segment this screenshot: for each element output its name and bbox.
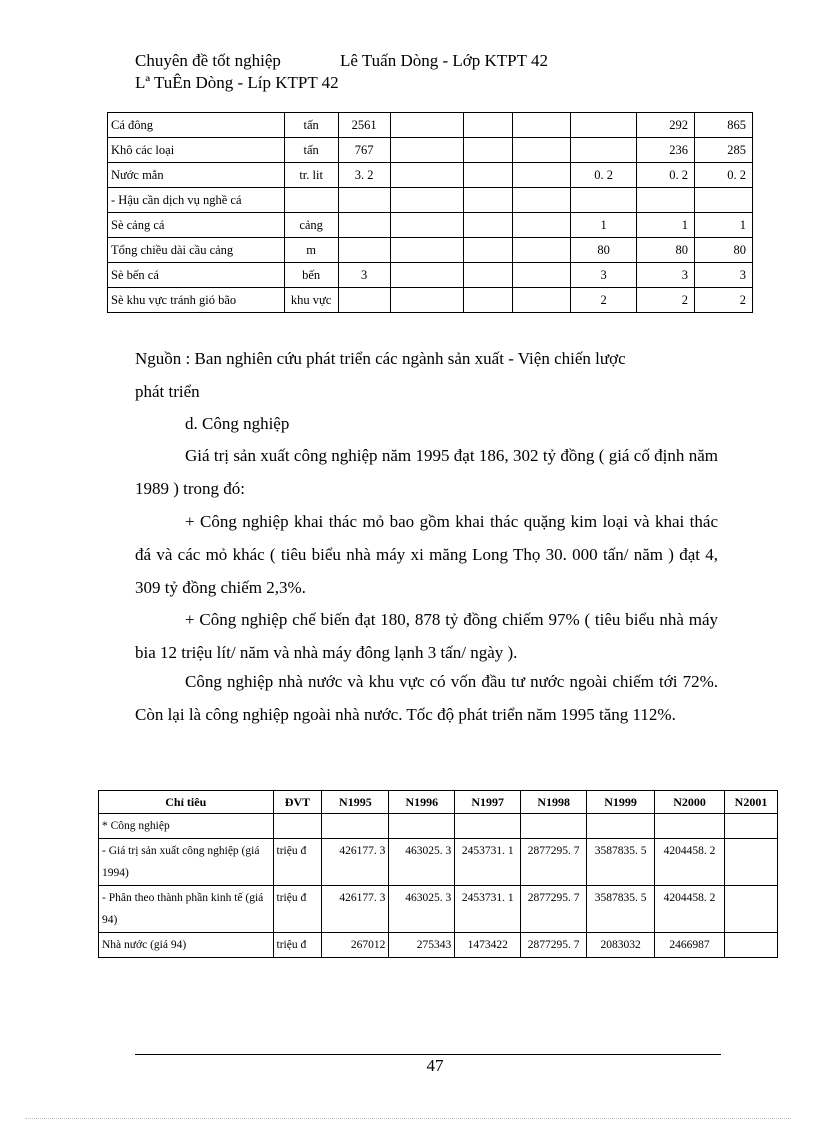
paragraph-1: Giá trị sản xuất công nghiệp năm 1995 đạt 186, 302 tỷ đồng ( giá cố định năm 1989 ) trong đó:	[135, 446, 718, 498]
value-cell	[338, 288, 390, 313]
value-cell: 3	[637, 263, 695, 288]
value-cell	[464, 263, 513, 288]
value-cell	[390, 263, 464, 288]
column-header: N2000	[655, 791, 725, 814]
table-row	[108, 263, 753, 288]
value-cell	[513, 213, 571, 238]
unit-cell: triệu đ	[273, 886, 322, 933]
value-cell	[655, 814, 725, 839]
column-header: N1999	[587, 791, 655, 814]
value-cell	[390, 163, 464, 188]
value-cell: 865	[695, 113, 753, 138]
value-cell: 267012	[322, 933, 389, 958]
paragraph-2: + Công nghiệp khai thác mỏ bao gồm khai thác quặng kim loại và khai thác đá và các mỏ khác ( tiêu biểu nhà máy xi măng Long Thọ 30. 000 tấn/ năm ) đạt 4, 309 tỷ đồng chiếm 2,3%.	[135, 512, 718, 597]
value-cell: 80	[571, 238, 637, 263]
value-cell: 1	[637, 213, 695, 238]
value-cell	[390, 238, 464, 263]
value-cell: 463025. 3	[389, 839, 455, 886]
header-author: Lê Tuấn Dòng - Lớp KTPT 42	[340, 51, 548, 70]
row-label: Cá đông	[108, 113, 285, 138]
value-cell	[464, 163, 513, 188]
value-cell	[390, 188, 464, 213]
source-note-cont: phát triển	[135, 382, 200, 401]
row-label: Sè cảng cá	[108, 213, 285, 238]
row-label: - Hậu cần dịch vụ nghề cá	[108, 188, 285, 213]
row-label: Nước mắn	[108, 163, 285, 188]
value-cell	[513, 188, 571, 213]
row-label: Khô các loại	[108, 138, 285, 163]
row-label: Nhà nước (giá 94)	[99, 933, 274, 958]
value-cell: 1	[695, 213, 753, 238]
value-cell: 80	[637, 238, 695, 263]
value-cell	[513, 288, 571, 313]
value-cell: 275343	[389, 933, 455, 958]
page-number: 47	[426, 1056, 444, 1075]
column-header: Chỉ tiêu	[99, 791, 274, 814]
value-cell	[464, 238, 513, 263]
value-cell	[724, 814, 777, 839]
header-title: Chuyên đề tốt nghiệp	[135, 51, 281, 70]
value-cell: 2877295. 7	[521, 933, 587, 958]
value-cell	[455, 814, 521, 839]
value-cell: 292	[637, 113, 695, 138]
value-cell: 2877295. 7	[521, 839, 587, 886]
footer-divider	[135, 1054, 721, 1055]
row-label: Tổng chiều dài cầu cảng	[108, 238, 285, 263]
value-cell: 3	[338, 263, 390, 288]
value-cell	[571, 138, 637, 163]
table-row	[108, 113, 753, 138]
value-cell: 3587835. 5	[587, 886, 655, 933]
unit-cell	[273, 814, 322, 839]
value-cell: 0. 2	[571, 163, 637, 188]
unit-cell: m	[284, 238, 338, 263]
value-cell: 2466987	[655, 933, 725, 958]
value-cell	[724, 839, 777, 886]
value-cell: 80	[695, 238, 753, 263]
header-author-garbled: Lª TuÊn Dòng - Líp KTPT 42	[135, 73, 339, 92]
value-cell	[637, 188, 695, 213]
column-header: N1996	[389, 791, 455, 814]
unit-cell: tr. lit	[284, 163, 338, 188]
value-cell: 4204458. 2	[655, 839, 725, 886]
value-cell: 1	[571, 213, 637, 238]
column-header: ĐVT	[273, 791, 322, 814]
value-cell	[389, 814, 455, 839]
value-cell	[322, 814, 389, 839]
table-row	[108, 238, 753, 263]
paragraph-3: + Công nghiệp chế biến đạt 180, 878 tỷ đồng chiếm 97% ( tiêu biểu nhà máy bia 12 triệu lít/ năm và nhà máy đông lạnh 3 tấn/ ngày ).	[135, 610, 718, 662]
table-row	[108, 138, 753, 163]
value-cell: 2453731. 1	[455, 886, 521, 933]
section-title: d. Công nghiệp	[185, 414, 290, 433]
row-label: - Phân theo thành phần kinh tế (giá 94)	[99, 886, 274, 933]
value-cell	[464, 138, 513, 163]
unit-cell	[284, 188, 338, 213]
value-cell: 463025. 3	[389, 886, 455, 933]
table-row	[99, 814, 778, 839]
value-cell: 767	[338, 138, 390, 163]
row-label: - Giá trị sản xuất công nghiệp (giá 1994)	[99, 839, 274, 886]
table-row	[108, 213, 753, 238]
unit-cell: tấn	[284, 138, 338, 163]
unit-cell: khu vực	[284, 288, 338, 313]
value-cell	[464, 188, 513, 213]
value-cell	[724, 886, 777, 933]
value-cell	[521, 814, 587, 839]
value-cell: 3. 2	[338, 163, 390, 188]
value-cell: 3587835. 5	[587, 839, 655, 886]
table-row	[99, 933, 778, 958]
table-row	[108, 188, 753, 213]
column-header: N1997	[455, 791, 521, 814]
value-cell: 426177. 3	[322, 886, 389, 933]
value-cell: 2	[695, 288, 753, 313]
value-cell	[338, 213, 390, 238]
unit-cell: cảng	[284, 213, 338, 238]
industry-table	[98, 790, 778, 958]
value-cell: 2	[637, 288, 695, 313]
unit-cell: tấn	[284, 113, 338, 138]
value-cell: 2453731. 1	[455, 839, 521, 886]
unit-cell: bến	[284, 263, 338, 288]
value-cell	[513, 263, 571, 288]
value-cell: 0. 2	[695, 163, 753, 188]
column-header: N2001	[724, 791, 777, 814]
value-cell	[513, 113, 571, 138]
fisheries-table	[107, 112, 753, 313]
value-cell	[390, 213, 464, 238]
row-label: Sè bến cá	[108, 263, 285, 288]
value-cell	[695, 188, 753, 213]
value-cell: 2083032	[587, 933, 655, 958]
value-cell	[338, 188, 390, 213]
table-row	[108, 288, 753, 313]
value-cell: 1473422	[455, 933, 521, 958]
value-cell: 236	[637, 138, 695, 163]
value-cell	[571, 188, 637, 213]
value-cell	[390, 138, 464, 163]
value-cell	[513, 138, 571, 163]
value-cell: 2877295. 7	[521, 886, 587, 933]
table-row	[99, 886, 778, 933]
value-cell: 0. 2	[637, 163, 695, 188]
value-cell	[464, 113, 513, 138]
value-cell	[464, 288, 513, 313]
table-row	[99, 839, 778, 886]
value-cell	[338, 238, 390, 263]
row-label: * Công nghiệp	[99, 814, 274, 839]
row-label: Sè khu vực tránh gió bão	[108, 288, 285, 313]
value-cell	[571, 113, 637, 138]
value-cell	[390, 288, 464, 313]
value-cell: 285	[695, 138, 753, 163]
value-cell	[464, 213, 513, 238]
value-cell	[513, 163, 571, 188]
value-cell: 2561	[338, 113, 390, 138]
value-cell	[390, 113, 464, 138]
column-header: N1998	[521, 791, 587, 814]
value-cell	[724, 933, 777, 958]
paragraph-4: Công nghiệp nhà nước và khu vực có vốn đầu tư nước ngoài chiếm tới 72%. Còn lại là công nghiệp ngoài nhà nước. Tốc độ phát triển năm 1995 tăng 112%.	[135, 672, 718, 724]
value-cell	[513, 238, 571, 263]
column-header: N1995	[322, 791, 389, 814]
page-edge-divider	[25, 1118, 791, 1119]
value-cell: 4204458. 2	[655, 886, 725, 933]
unit-cell: triệu đ	[273, 839, 322, 886]
source-note: Nguồn : Ban nghiên cứu phát triển các ngành sản xuất - Viện chiến lược	[135, 349, 626, 368]
value-cell: 3	[695, 263, 753, 288]
value-cell: 3	[571, 263, 637, 288]
unit-cell: triệu đ	[273, 933, 322, 958]
table-row	[108, 163, 753, 188]
value-cell: 426177. 3	[322, 839, 389, 886]
value-cell	[587, 814, 655, 839]
value-cell: 2	[571, 288, 637, 313]
